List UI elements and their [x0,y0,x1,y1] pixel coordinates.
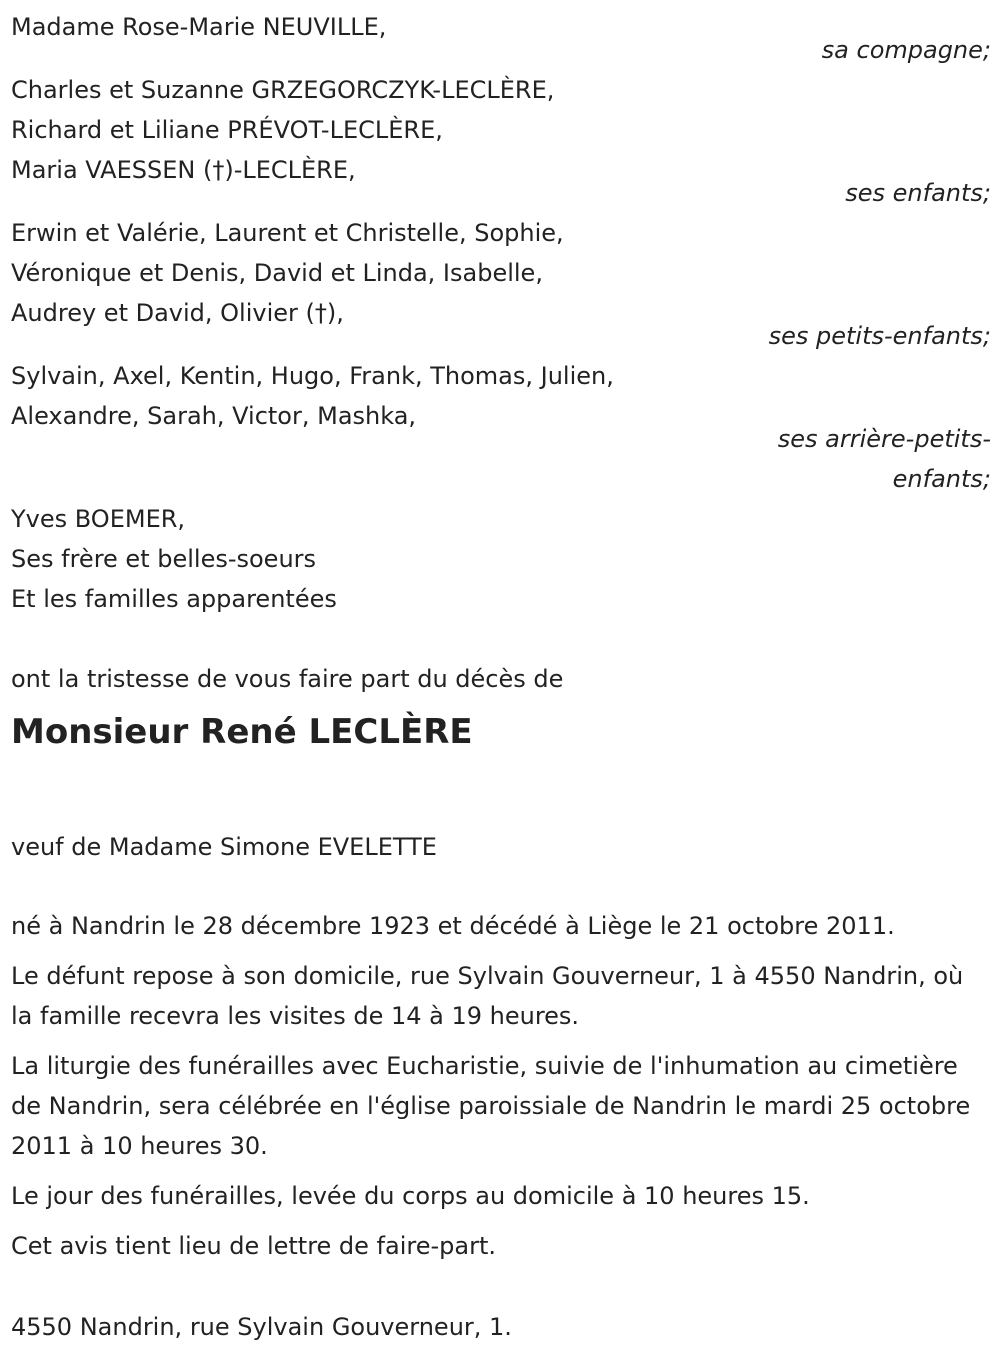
birth-death-paragraph: né à Nandrin le 28 décembre 1923 et décédé à Liège le 21 octobre 2011. [11,912,895,940]
family-line: Maria VAESSEN (†)-LECLÈRE, [11,156,356,184]
notice-paragraph: Cet avis tient lieu de lettre de faire-part. [11,1232,496,1260]
widow-of-text: veuf de Madame Simone EVELETTE [11,833,437,861]
procession-paragraph: Le jour des funérailles, levée du corps au domicile à 10 heures 15. [11,1182,810,1210]
family-line: Erwin et Valérie, Laurent et Christelle, Sophie, [11,219,564,247]
obituary-notice [11,7,991,1347]
relation-label: ses enfants; [845,179,991,207]
relative-line: Ses frère et belles-soeurs [11,545,317,573]
family-group-children [11,70,991,213]
family-line: Madame Rose-Marie NEUVILLE, [11,13,387,41]
family-group-grandchildren [11,213,991,356]
relation-label: ses arrière-petits-enfants; [777,425,991,493]
visitation-paragraph: Le défunt repose à son domicile, rue Sylvain Gouverneur, 1 à 4550 Nandrin, où la famille recevra les visites de 14 à 19 heures. [11,962,964,1030]
family-line: Richard et Liliane PRÉVOT-LECLÈRE, [11,116,443,144]
family-line: Sylvain, Axel, Kentin, Hugo, Frank, Thomas, Julien, [11,362,614,390]
announcement-text: ont la tristesse de vous faire part du décès de [11,665,564,693]
relative-line: Yves BOEMER, [11,505,186,533]
relation-label: ses petits-enfants; [768,322,991,350]
family-group-great-grandchildren [11,356,991,499]
other-relatives [11,499,991,619]
family-line: Véronique et Denis, David et Linda, Isabelle, [11,259,543,287]
family-group-partner [11,7,991,70]
relation-label: sa compagne; [821,36,991,64]
liturgy-paragraph: La liturgie des funérailles avec Eucharistie, suivie de l'inhumation au cimetière de Nandrin, sera célébrée en l'église paroissiale de Nandrin le mardi 25 octobre 2011 à 10 heures 30. [11,1052,971,1160]
family-line: Alexandre, Sarah, Victor, Mashka, [11,402,417,430]
family-line: Audrey et David, Olivier (†), [11,299,344,327]
deceased-name: Monsieur René LECLÈRE [11,712,473,752]
family-line: Charles et Suzanne GRZEGORCZYK-LECLÈRE, [11,76,555,104]
address-line: 4550 Nandrin, rue Sylvain Gouverneur, 1. [11,1313,512,1341]
relative-line: Et les familles apparentées [11,585,337,613]
